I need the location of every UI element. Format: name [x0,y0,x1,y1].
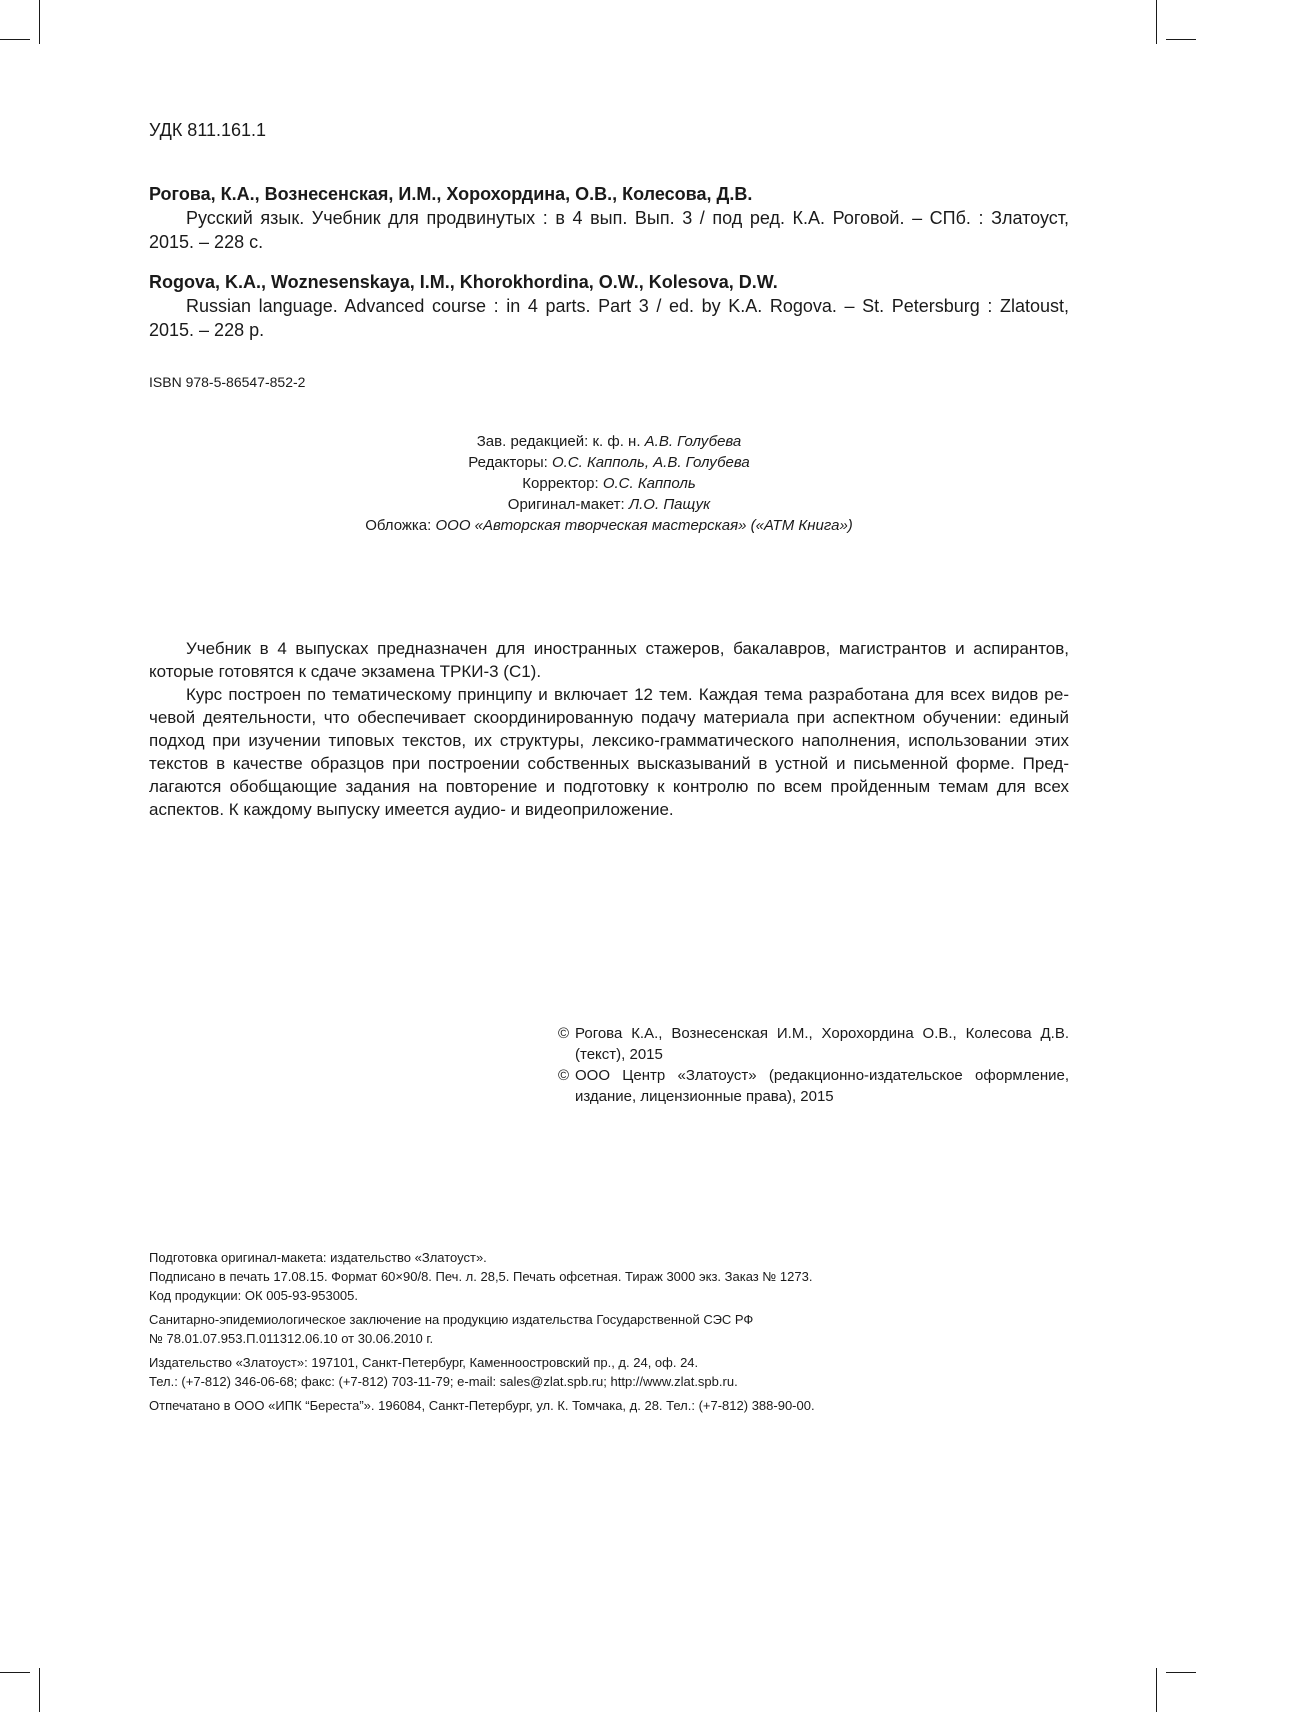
copyright-item [558,1065,1069,1107]
imprint-line: № 78.01.07.953.П.011312.06.10 от 30.06.2010 г. [149,1331,434,1346]
annotation-paragraph: Курс построен по тематическому принципу и включает 12 тем. Каждая тема разработана для всех видов речевой деятельности, что обеспечивает скоординированную подачу материала при аспектном обучении: единый подход при изучении типовых текстов, их структуры, лексико-грамматического наполнения, использовании этих текстов в качестве образцов при построении собственных высказываний в устной и письменной форме. Предлагаются обобщающие задания на повторение и подготовку к контролю по всем пройденным темам для всех аспектов. К каждому выпуску имеется аудио- и видеоприложение. [149,685,1069,819]
imprint-line: Отпечатано в ООО «ИПК “Береста”». 196084, Санкт-Петербург, ул. К. Томчака, д. 28. Тел.: (+7-812) 388-90-00. [149,1398,815,1413]
isbn: ISBN 978-5-86547-852-2 [149,374,306,390]
crop-mark-bottom-right-h [1166,1672,1196,1673]
credit-name: О.С. Капполь, А.В. Голубева [551,454,750,471]
credit-role: Обложка: [365,517,436,534]
authors-english: Rogova, K.A., Woznesenskaya, I.M., Khorokhordina, O.W., Kolesova, D.W. [149,272,778,292]
crop-mark-top-left-h [0,39,30,40]
copyright-text: Рогова К.А., Вознесенская И.М., Хорохордина О.В., Колесова Д.В. (текст), 2015 [575,1025,1069,1063]
description-english: Russian language. Advanced course : in 4 parts. Part 3 / ed. by K.A. Rogova. – St. Petersburg : Zlatoust, 2015. – 228 p. [149,296,1069,340]
imprint-line: Издательство «Златоуст»: 197101, Санкт-Петербург, Каменноостровский пр., д. 24, оф. 24. [149,1355,699,1370]
credit-role: Редакторы: [468,454,552,471]
udk-code: УДК 811.161.1 [149,120,267,140]
credit-line [149,494,1069,515]
imprint-production [149,1248,1069,1305]
credit-name: ООО «Авторская творческая мастерская» («АТМ Книга») [435,517,853,534]
credit-role: Оригинал-макет: [507,496,629,513]
imprint-printer [149,1396,1069,1415]
imprint-line: Тел.: (+7-812) 346-06-68; факс: (+7-812) 703-11-79; e-mail: sales@zlat.spb.ru; http://www.zlat.spb.ru. [149,1374,738,1389]
credit-role: Корректор: [522,475,603,492]
imprint-publisher [149,1353,1069,1391]
credit-name: О.С. Капполь [602,475,696,492]
description-russian: Русский язык. Учебник для продвинутых : в 4 вып. Вып. 3 / под ред. К.А. Роговой. – СПб. : Златоуст, 2015. – 228 с. [149,208,1069,252]
imprint-line: Код продукции: ОК 005-93-953005. [149,1288,358,1303]
copyright-notices [558,1023,1069,1107]
crop-mark-top-left [39,0,40,44]
credit-line [149,431,1069,452]
crop-mark-top-right-h [1166,39,1196,40]
annotation-paragraph: Учебник в 4 выпусках предназначен для иностранных стажеров, бакалавров, магистрантов и аспирантов, которые готовятся к сдаче экзамена ТРКИ-3 (С1). [149,639,1069,681]
editorial-credits [149,431,1069,536]
copyright-item [558,1023,1069,1065]
bibliographic-entry-russian [149,182,1069,254]
copyright-text: ООО Центр «Златоуст» (редакционно-издательское оформление, издание, лицензионные права), 2015 [575,1067,1069,1105]
credit-line [149,473,1069,494]
bibliographic-entry-english [149,270,1069,342]
copyright-symbol: © [558,1025,570,1042]
credit-line [149,452,1069,473]
copyright-symbol: © [558,1067,570,1084]
annotation [149,637,1069,821]
imprint-line: Подписано в печать 17.08.15. Формат 60×90/8. Печ. л. 28,5. Печать офсетная. Тираж 3000 экз. Заказ № 1273. [149,1269,813,1284]
credit-name: А.В. Голубева [644,433,742,450]
credit-name: Л.О. Пащук [628,496,711,513]
credit-role: Зав. редакцией: к. ф. н. [476,433,645,450]
imprint-sanitary [149,1310,1069,1348]
authors-russian: Рогова, К.А., Вознесенская, И.М., Хорохордина, О.В., Колесова, Д.В. [149,184,753,204]
crop-mark-top-right [1156,0,1157,44]
credit-line [149,515,1069,536]
crop-mark-bottom-right [1156,1668,1157,1712]
imprint [149,1248,1069,1420]
imprint-line: Подготовка оригинал-макета: издательство «Златоуст». [149,1250,487,1265]
crop-mark-bottom-left-h [0,1672,30,1673]
imprint-line: Санитарно-эпидемиологическое заключение на продукцию издательства Государственной СЭС РФ [149,1312,754,1327]
crop-mark-bottom-left [39,1668,40,1712]
